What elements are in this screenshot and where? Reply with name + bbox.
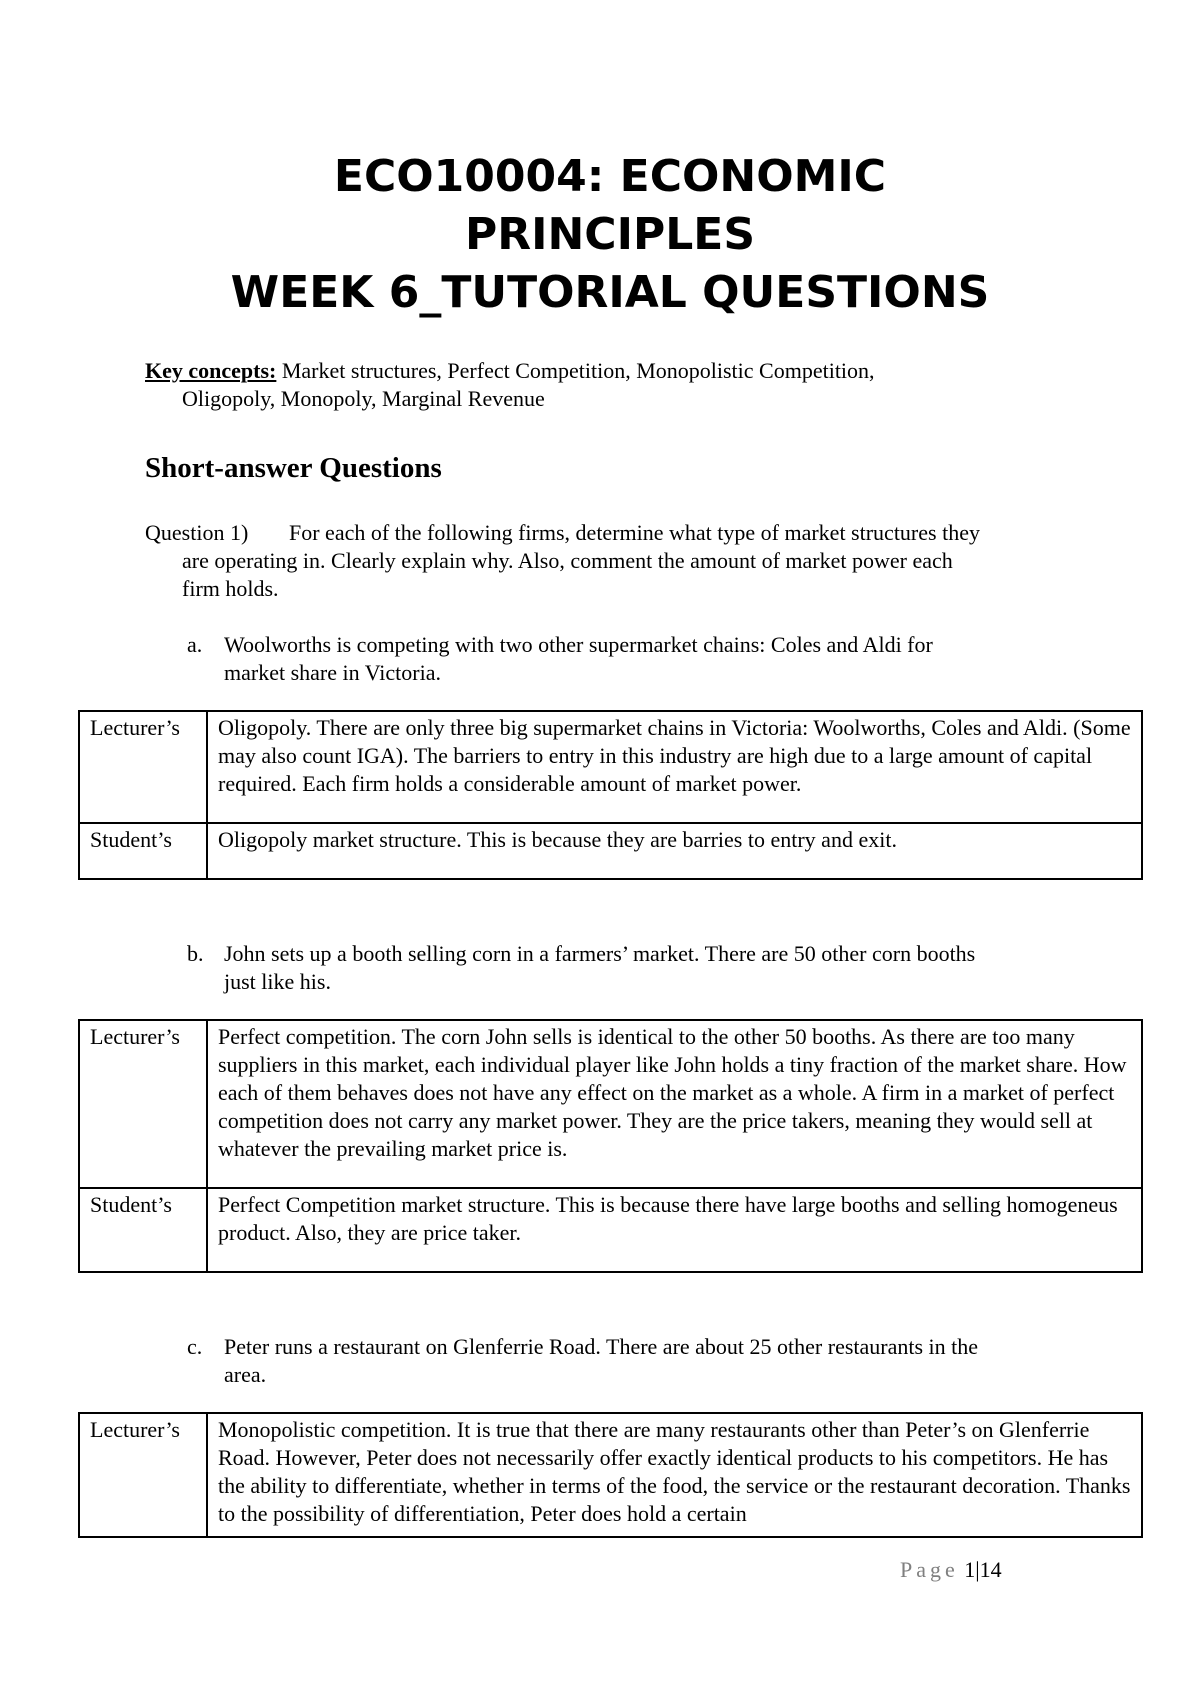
- lecturer-answer: Oligopoly. There are only three big supermarket chains in Victoria: Woolworths, Coles and Aldi. (Some may also count IGA). The barriers to entry in this industry are high due to a large amount of capital required. Each firm holds a considerable amount of market power.: [207, 711, 1142, 823]
- sub-question-text-2: market share in Victoria.: [224, 660, 441, 685]
- lecturer-label: Lecturer’s: [79, 1413, 207, 1537]
- sub-question-text-2: area.: [224, 1362, 267, 1387]
- page-number: 1: [964, 1557, 976, 1582]
- student-answer: Oligopoly market structure. This is because they are barries to entry and exit.: [207, 823, 1142, 879]
- title-line-1: ECO10004: ECONOMIC: [333, 151, 887, 202]
- table-row: [79, 823, 1142, 879]
- lecturer-label: Lecturer’s: [79, 711, 207, 823]
- student-label: Student’s: [79, 1188, 207, 1272]
- table-row: [79, 1020, 1142, 1188]
- answer-table-a: [78, 710, 1143, 880]
- title-line-2: PRINCIPLES: [464, 209, 756, 260]
- sub-question-c: [187, 1333, 1087, 1389]
- lecturer-answer: Monopolistic competition. It is true that there are many restaurants other than Peter’s on Glenferrie Road. However, Peter does not necessarily offer exactly identical products to his competitors. He has the ability to differentiate, whether in terms of the food, the service or the restaurant decoration. Thanks to the possibility of differentiation, Peter does hold a certain: [207, 1413, 1142, 1537]
- sub-question-b: [187, 940, 1087, 996]
- page-separator: |: [975, 1557, 980, 1582]
- question-text-1: For each of the following firms, determine what type of market structures they: [289, 520, 980, 545]
- sub-question-text-1: John sets up a booth selling corn in a farmers’ market. There are 50 other corn booths: [224, 941, 976, 966]
- student-label: Student’s: [79, 823, 207, 879]
- total-pages: 14: [979, 1557, 1002, 1582]
- answer-table-b: [78, 1019, 1143, 1273]
- question-number: Question 1): [145, 520, 249, 545]
- sub-question-a: [187, 631, 1087, 687]
- sub-question-letter: a.: [187, 632, 203, 657]
- answer-table-c: [78, 1412, 1143, 1538]
- question-text-3: firm holds.: [182, 576, 279, 601]
- document-title: [150, 148, 1070, 322]
- sub-question-text-1: Peter runs a restaurant on Glenferrie Road. There are about 25 other restaurants in the: [224, 1334, 979, 1359]
- page-word: Page: [900, 1557, 959, 1582]
- table-row: [79, 1188, 1142, 1272]
- lecturer-label: Lecturer’s: [79, 1020, 207, 1188]
- sub-question-letter: b.: [187, 941, 204, 966]
- sub-question-letter: c.: [187, 1334, 203, 1359]
- key-concepts-label: Key concepts:: [145, 358, 277, 383]
- key-concepts: [145, 357, 1065, 413]
- table-row: [79, 711, 1142, 823]
- student-answer: Perfect Competition market structure. This is because there have large booths and selling homogeneus product. Also, they are price taker.: [207, 1188, 1142, 1272]
- table-row: [79, 1413, 1142, 1537]
- key-concepts-text-2: Oligopoly, Monopoly, Marginal Revenue: [182, 386, 545, 411]
- question-1: [145, 519, 1085, 603]
- section-heading: Short-answer Questions: [145, 452, 442, 484]
- title-line-3: WEEK 6_TUTORIAL QUESTIONS: [230, 267, 990, 318]
- page-footer: [900, 1556, 1002, 1584]
- sub-question-text-2: just like his.: [224, 969, 331, 994]
- question-text-2: are operating in. Clearly explain why. Also, comment the amount of market power each: [182, 548, 953, 573]
- key-concepts-text-1: Market structures, Perfect Competition, Monopolistic Competition,: [281, 358, 875, 383]
- lecturer-answer: Perfect competition. The corn John sells is identical to the other 50 booths. As there are too many suppliers in this market, each individual player like John holds a tiny fraction of the market share. How each of them behaves does not have any effect on the market as a whole. A firm in a market of perfect competition does not carry any market power. They are the price takers, meaning they would sell at whatever the prevailing market price is.: [207, 1020, 1142, 1188]
- sub-question-text-1: Woolworths is competing with two other supermarket chains: Coles and Aldi for: [224, 632, 933, 657]
